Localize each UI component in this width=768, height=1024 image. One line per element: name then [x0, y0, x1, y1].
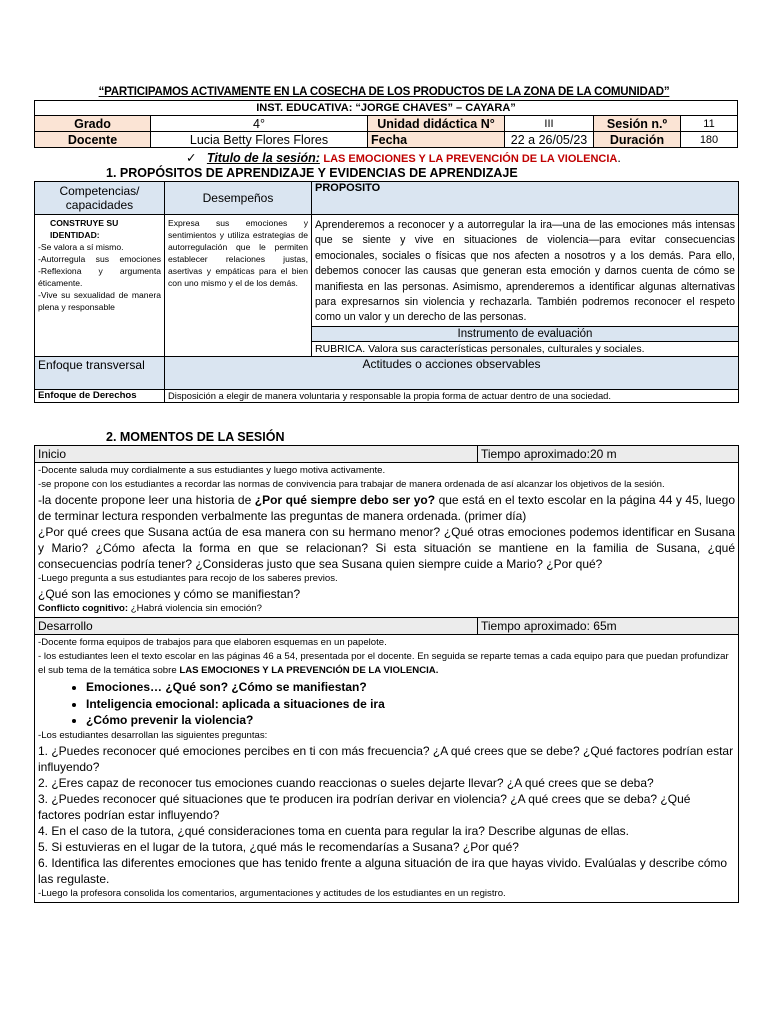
- col-proposito: PROPOSITO: [312, 182, 739, 215]
- desarrollo-tiempo: Tiempo aproximado: 65m: [478, 618, 739, 635]
- conflicto-label: Conflicto cognitivo:: [38, 603, 131, 614]
- enfoque-label: Enfoque transversal: [35, 356, 165, 389]
- competency-item: -Vive su sexualidad de manera plena y responsable: [38, 290, 161, 312]
- desempeno-cell: Expresa sus emociones y sentimientos y utiliza estrategias de autorregulación que le permiten establecer relaciones justas, asertivas y empáticas para el bien con uno mismo y el de los demás.: [165, 215, 312, 357]
- desarrollo-theme: LAS EMOCIONES Y LA PREVENCIÓN DE LA VIOLENCIA.: [179, 665, 439, 676]
- inicio-paragraph: -se propone con los estudiantes a recordar las normas de convivencia para trabajar de manera ordenada de así alcanzar los objetivos de la sesión.: [38, 479, 665, 490]
- list-item: • Emociones… ¿Qué son? ¿Cómo se manifiestan?: [86, 679, 735, 696]
- col-desempenos: Desempeños: [165, 182, 312, 215]
- competency-cell: [35, 215, 165, 357]
- desarrollo-paragraph: -Los estudiantes desarrollan las siguientes preguntas:: [38, 729, 268, 741]
- desarrollo-paragraph: -Luego la profesora consolida los comentarios, argumentaciones y actitudes de los estudiantes en un registro.: [38, 887, 506, 899]
- desarrollo-paragraph: [38, 650, 735, 678]
- inicio-paragraph: [38, 492, 735, 524]
- proposito-text: Aprenderemos a reconocer y a autorregular la ira—una de las emociones más intensas que se siente y vive en situaciones de violencia—para evitar consecuencias emocionales, sociales o físicas que nos afecten a nosotros y a los demás. Para ello, debemos conocer las causas que generan esta emoción y darnos cuenta de cómo se manifiesta en las personas. Asimismo, aprenderemos a identificar algunas alternativas para expresarnos sin violencia y rechazarla. También podremos reconocer el respeto como un valor y un derecho de las personas.: [312, 215, 739, 327]
- desarrollo-content: [35, 635, 739, 903]
- fecha-label: Fecha: [368, 132, 505, 148]
- duracion-value: 180: [681, 132, 738, 148]
- conflicto-cognitivo: [38, 602, 735, 616]
- competency-title: CONSTRUYE SU IDENTIDAD:: [50, 218, 119, 240]
- fecha-value: 22 a 26/05/23: [505, 132, 594, 148]
- instrumento-label: Instrumento de evaluación: [312, 326, 739, 341]
- docente-label: Docente: [35, 132, 151, 148]
- question-item: 5. Si estuvieras en el lugar de la tutora, ¿qué más le recomendarías a Susana? ¿Por qué?: [38, 839, 519, 854]
- check-icon: ✓: [186, 151, 197, 165]
- inicio-tiempo: Tiempo aproximado:20 m: [478, 446, 739, 463]
- inicio-content: [35, 463, 739, 618]
- question-item: 4. En el caso de la tutora, ¿qué consideraciones toma en cuenta para regular la ira? Describe algunas de ellas.: [38, 823, 630, 838]
- question-item: 1. ¿Puedes reconocer qué emociones percibes en ti con más frecuencia? ¿A qué crees que se debe? ¿Qué factores podrían estar influyendo?: [38, 743, 734, 774]
- question-item: 2. ¿Eres capaz de reconocer tus emociones cuando reaccionas o sueles dejarte llevar? ¿A qué crees que se deba?: [38, 775, 654, 790]
- actitudes-label: Actitudes o acciones observables: [165, 356, 739, 389]
- sesion-value: 11: [681, 116, 738, 132]
- inicio-paragraph: -Luego pregunta a sus estudiantes para recojo de los saberes previos.: [38, 573, 338, 584]
- sesion-label: Sesión n.º: [594, 116, 681, 132]
- inicio-text: -la docente propone leer una historia de: [38, 493, 255, 507]
- competency-item: -Se valora a sí mismo.: [38, 242, 124, 252]
- enfoque-derechos: Enfoque de Derechos: [35, 389, 165, 402]
- unidad-label: Unidad didáctica N°: [368, 116, 505, 132]
- section-heading-moments: 2. MOMENTOS DE LA SESIÓN: [106, 430, 285, 444]
- institution-name: INST. EDUCATIVA: “JORGE CHAVES” – CAYARA”: [35, 101, 738, 116]
- docente-value: Lucia Betty Flores Flores: [151, 132, 368, 148]
- inicio-questions: ¿Por qué crees que Susana actúa de esa manera con su hermano menor? ¿Qué otras emociones podemos identificar en Susana y Mario? ¿Cómo afecta la forma en que se relacionan? Si esta situación se mantiene en la familia de Susana, ¿qué consecuencias podría tener? ¿Consideras justo que sea Susana quien siempre cuide a Mario? ¿Por qué?: [38, 525, 735, 571]
- duracion-label: Duración: [594, 132, 681, 148]
- list-item: • Inteligencia emocional: aplicada a situaciones de ira: [86, 696, 735, 713]
- competencies-table: [34, 181, 739, 403]
- subtopic-list: [38, 679, 735, 729]
- desarrollo-label: Desarrollo: [35, 618, 478, 635]
- grado-value: 4°: [151, 116, 368, 132]
- inicio-text: que está en el texto escolar en la página 44 y 45, luego de terminar lectura responden verbalmente las preguntas de manera ordenada. (primer día): [38, 493, 735, 523]
- inicio-paragraph: -Docente saluda muy cordialmente a sus estudiantes y luego motiva activamente.: [38, 465, 386, 476]
- question-item: 3. ¿Puedes reconocer qué situaciones que te producen ira podrían derivar en violencia? ¿A qué crees que se deba? ¿Qué factores podrían estar influyendo?: [38, 791, 691, 822]
- moments-table: [34, 445, 739, 903]
- session-title: LAS EMOCIONES Y LA PREVENCIÓN DE LA VIOLENCIA: [323, 153, 618, 165]
- desarrollo-paragraph: -Docente forma equipos de trabajos para que elaboren esquemas en un papelote.: [38, 637, 387, 648]
- question-item: 6. Identifica las diferentes emociones que has tenido frente a alguna situación de ira que hayas vivido. Evalúalas y describe cómo las regulaste.: [38, 855, 728, 886]
- session-title-line: [186, 150, 621, 165]
- list-item: • ¿Cómo prevenir la violencia?: [86, 712, 735, 729]
- story-title: ¿Por qué siempre debo ser yo?: [254, 493, 436, 507]
- unidad-value: III: [505, 116, 594, 132]
- session-title-dot: .: [617, 151, 621, 165]
- competency-item: -Autorregula sus emociones: [38, 254, 161, 264]
- col-competencias: Competencias/ capacidades: [35, 182, 165, 215]
- header-table: [34, 100, 738, 148]
- grado-label: Grado: [35, 116, 151, 132]
- prior-knowledge-question: ¿Qué son las emociones y cómo se manifiestan?: [38, 587, 301, 601]
- instrumento-value: RUBRICA. Valora sus características personales, culturales y sociales.: [312, 341, 739, 356]
- competency-item: -Reflexiona y argumenta éticamente.: [38, 266, 161, 288]
- enfoque-descripcion: Disposición a elegir de manera voluntaria y responsable la propia forma de actuar dentro de una sociedad.: [165, 389, 739, 402]
- conflicto-question: ¿Habrá violencia sin emoción?: [130, 603, 262, 614]
- inicio-label: Inicio: [35, 446, 478, 463]
- section-heading-purposes: 1. PROPÓSITOS DE APRENDIZAJE Y EVIDENCIAS DE APRENDIZAJE: [106, 166, 518, 180]
- document-title: “PARTICIPAMOS ACTIVAMENTE EN LA COSECHA DE LOS PRODUCTOS DE LA ZONA DE LA COMUNIDAD”: [98, 86, 670, 98]
- session-title-label: Titulo de la sesión:: [206, 151, 320, 165]
- desarrollo-text: - los estudiantes leen el texto escolar en las páginas 46 a 54, presentada por el docente. En seguida se reparte temas a cada equipo para que puedan profundizar el sub tema de la temática sobre: [38, 651, 729, 676]
